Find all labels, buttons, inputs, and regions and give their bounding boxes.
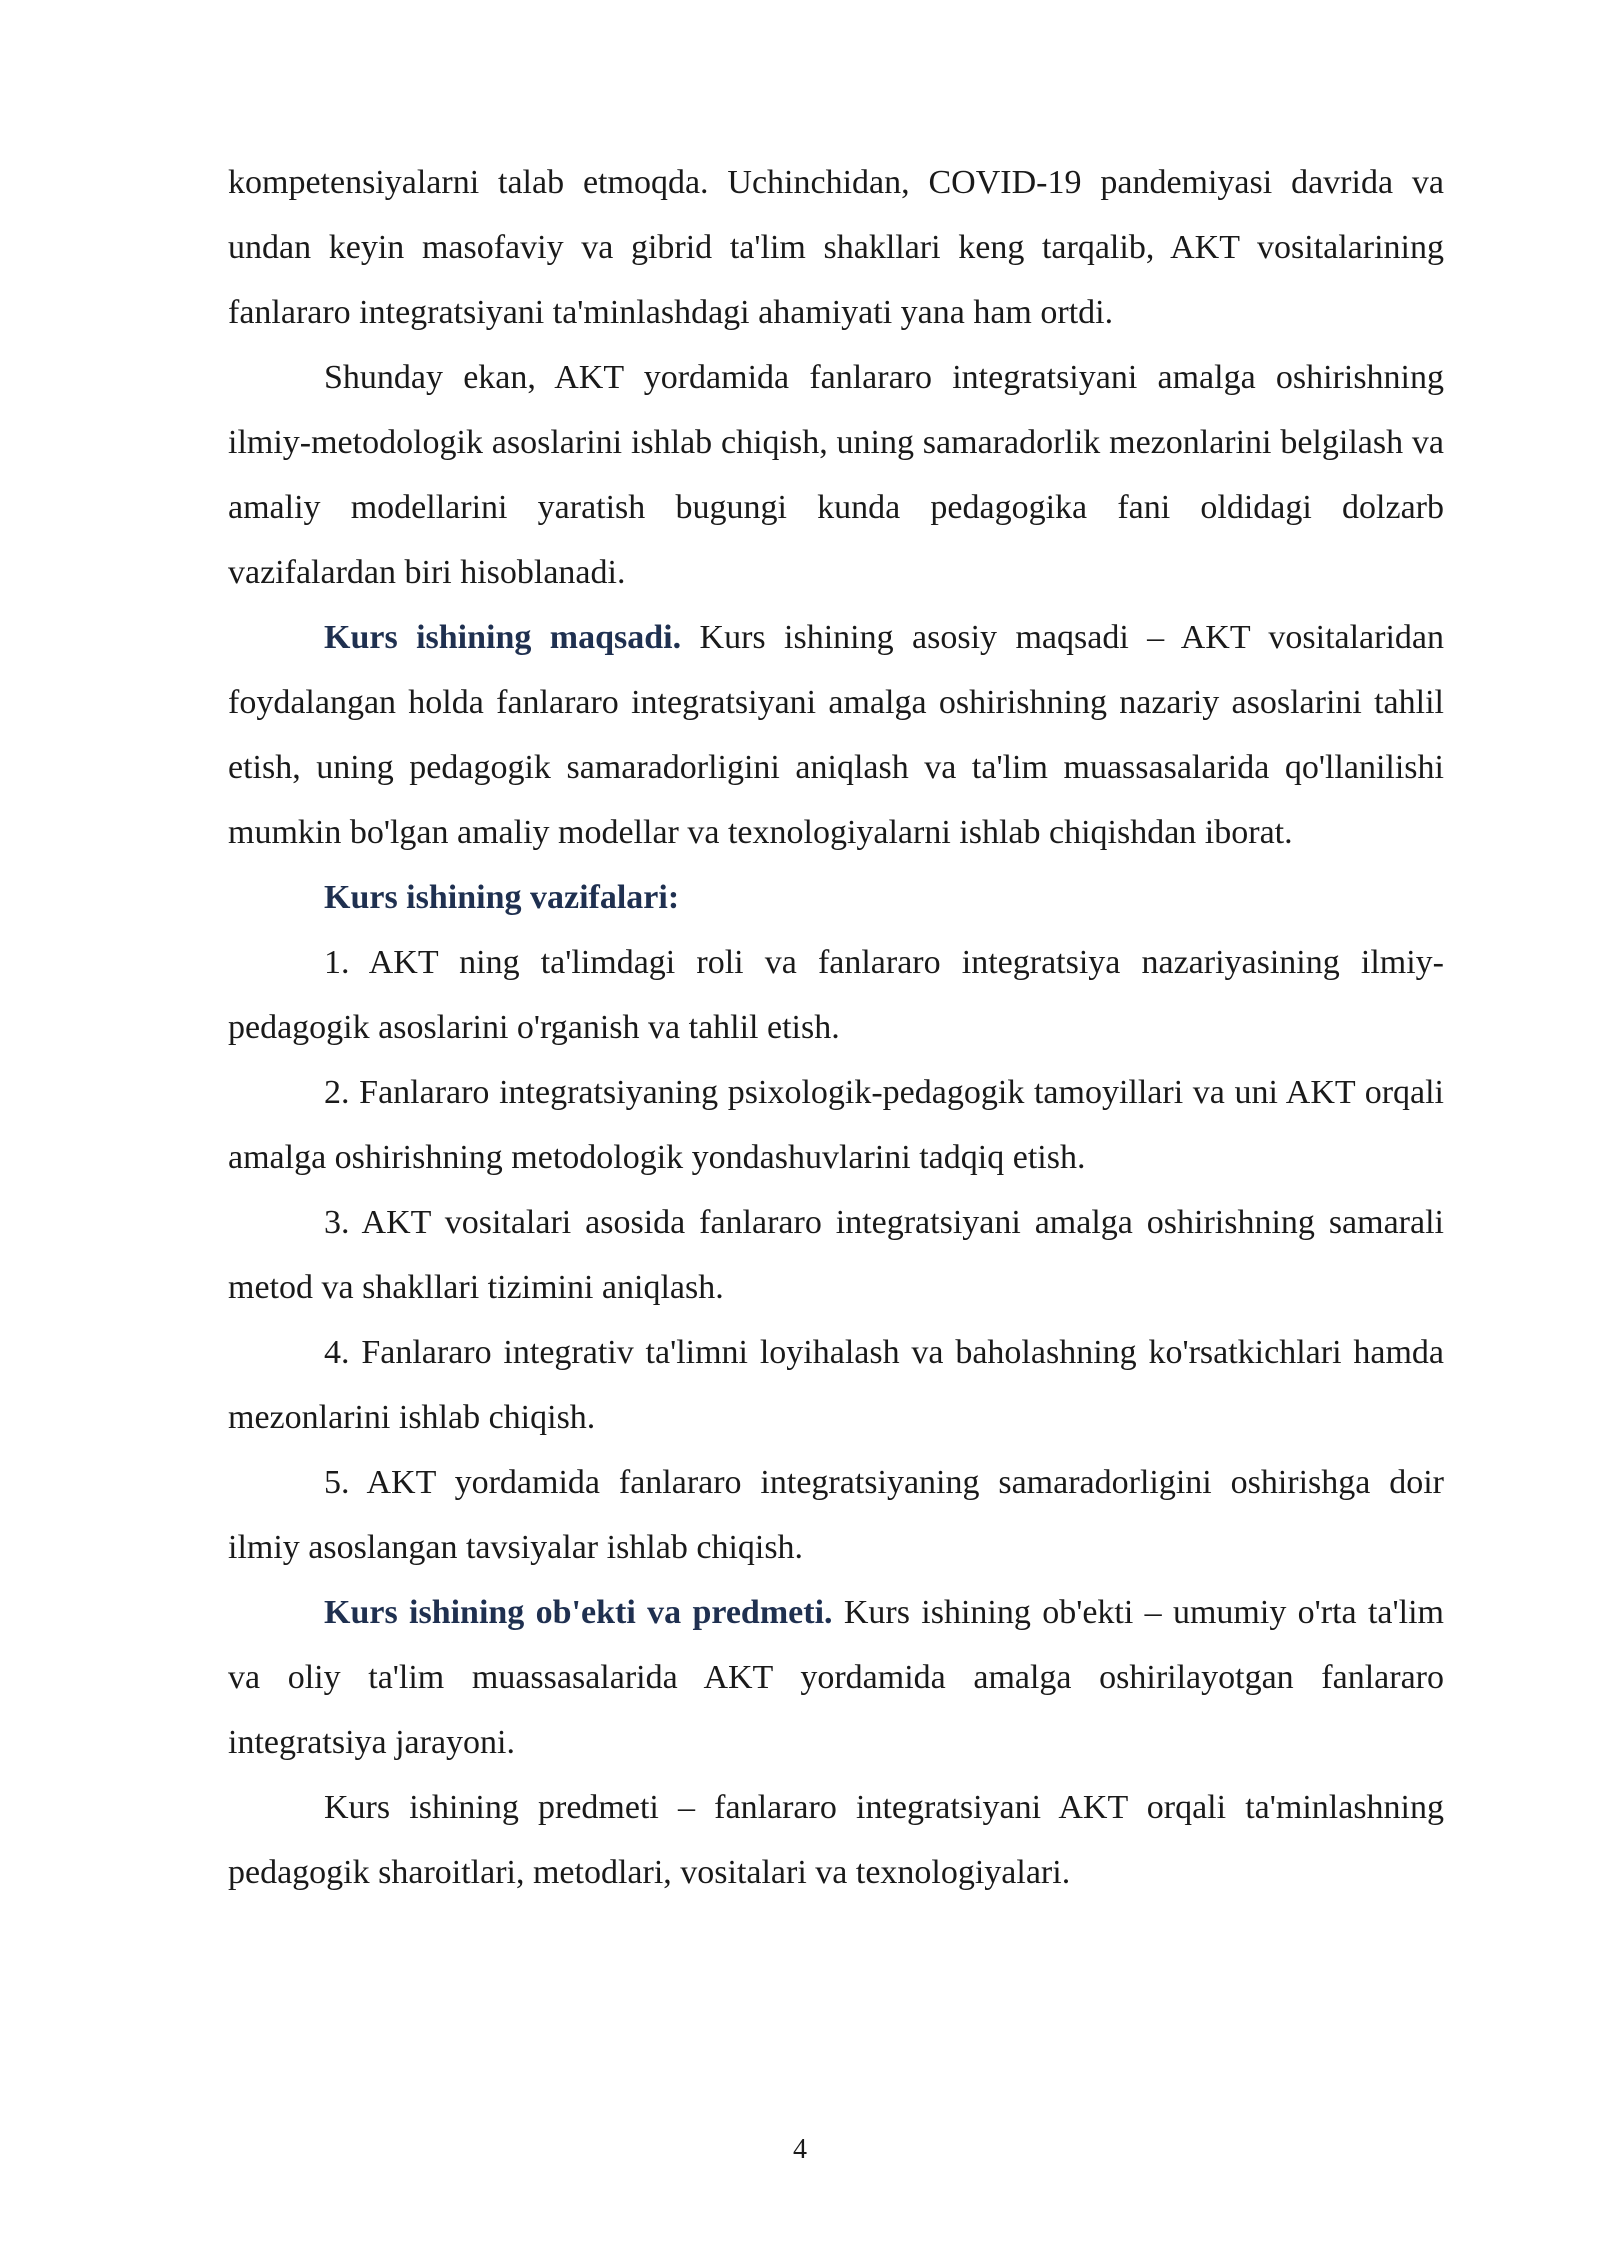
task-item-3: 3. AKT vositalari asosida fanlararo integratsiyani amalga oshirishning samarali metod va shakllari tizimini aniqlash. xyxy=(228,1204,1444,1306)
task-item-4: 4. Fanlararo integrativ ta'limni loyihalash va baholashning ko'rsatkichlari hamda mezonlarini ishlab chiqish. xyxy=(228,1334,1444,1436)
paragraph-continuation: kompetensiyalarni talab etmoqda. Uchinchidan, COVID-19 pandemiyasi davrida va undan keyin masofaviy va gibrid ta'lim shakllari keng tarqalib, AKT vositalarining fanlararo integratsiyani ta'minlashdagi ahamiyati yana ham ortdi. xyxy=(228,164,1444,331)
goal-heading: Kurs ishining maqsadi. xyxy=(324,619,682,656)
task-item-1: 1. AKT ning ta'limdagi roli va fanlararo integratsiya nazariyasining ilmiy-pedagogik asoslarini o'rganish va tahlil etish. xyxy=(228,944,1444,1046)
document-page xyxy=(228,150,1444,1905)
goal-text: Kurs ishining asosiy maqsadi – AKT vositalaridan foydalangan holda fanlararo integratsiyani amalga oshirishning nazariy asoslarini tahlil etish, uning pedagogik samaradorligini aniqlash va ta'lim muassasalarida qo'llanilishi mumkin bo'lgan amaliy modellar va texnologiyalarni ishlab chiqishdan iborat. xyxy=(228,619,1444,851)
tasks-heading-paragraph xyxy=(228,865,1444,930)
paragraph-goal xyxy=(228,605,1444,865)
tasks-heading: Kurs ishining vazifalari: xyxy=(324,879,680,916)
paragraph-subject: Kurs ishining predmeti – fanlararo integratsiyani AKT orqali ta'minlashning pedagogik sharoitlari, metodlari, vositalari va texnologiyalari. xyxy=(228,1789,1444,1891)
paragraph-relevance: Shunday ekan, AKT yordamida fanlararo integratsiyani amalga oshirishning ilmiy-metodologik asoslarini ishlab chiqish, uning samaradorlik mezonlarini belgilash va amaliy modellarini yaratish bugungi kunda pedagogika fani oldidagi dolzarb vazifalardan biri hisoblanadi. xyxy=(228,359,1444,591)
object-text: Kurs ishining ob'ekti – umumiy o'rta ta'lim va oliy ta'lim muassasalarida AKT yordamida amalga oshirilayotgan fanlararo integratsiya jarayoni. xyxy=(228,1594,1444,1761)
page-number: 4 xyxy=(793,2134,807,2165)
task-item-5: 5. AKT yordamida fanlararo integratsiyaning samaradorligini oshirishga doir ilmiy asoslangan tavsiyalar ishlab chiqish. xyxy=(228,1464,1444,1566)
paragraph-object xyxy=(228,1580,1444,1775)
object-heading: Kurs ishining ob'ekti va predmeti. xyxy=(324,1594,833,1631)
task-item-2: 2. Fanlararo integratsiyaning psixologik-pedagogik tamoyillari va uni AKT orqali amalga oshirishning metodologik yondashuvlarini tadqiq etish. xyxy=(228,1074,1444,1176)
